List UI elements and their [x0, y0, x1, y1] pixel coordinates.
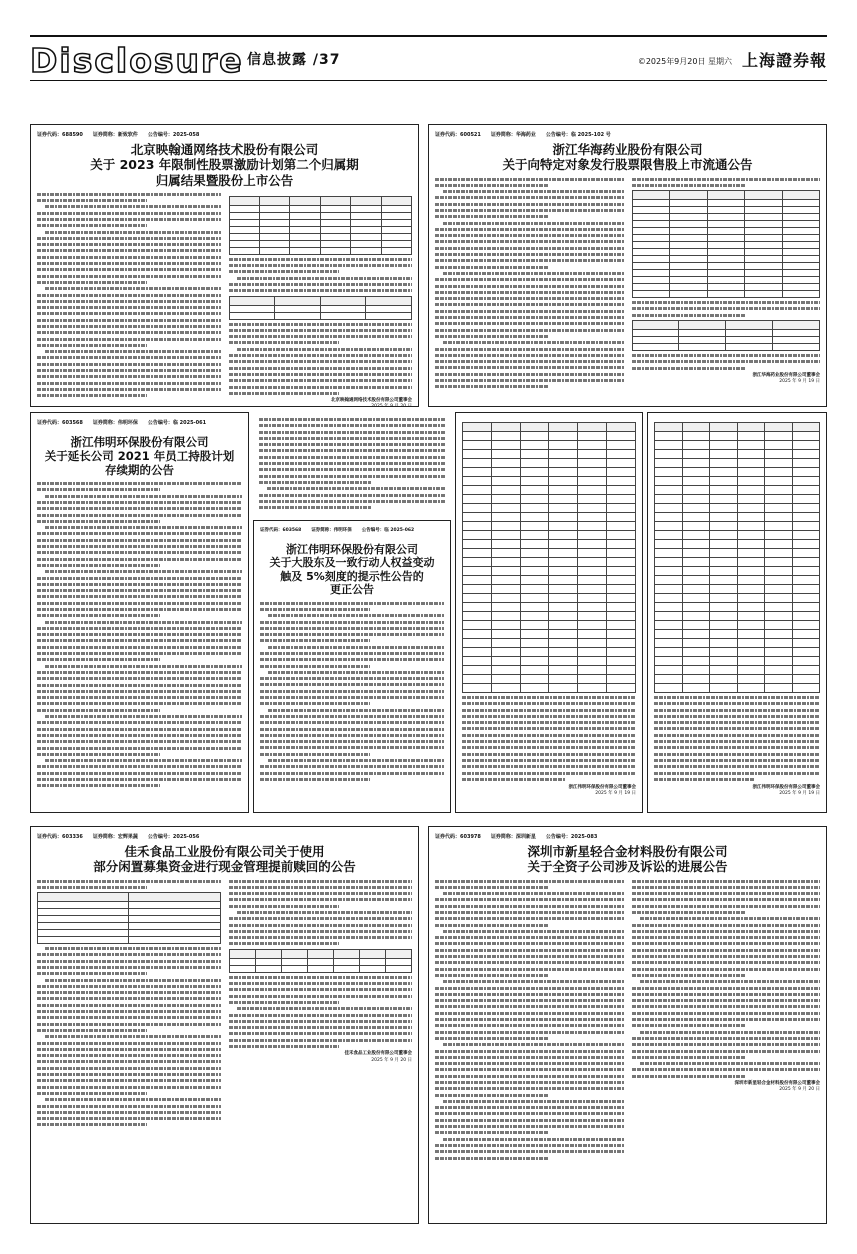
share-change-table	[229, 296, 413, 320]
notice-sign-date: 2025 年 9 月 19 日	[779, 791, 820, 797]
masthead-bottom-rule	[30, 80, 827, 81]
section-title: 信息披露 /37	[247, 52, 341, 68]
notice-signer: 浙江伟明环保股份有限公司董事会	[568, 785, 636, 791]
notice-codes: 证券代码：603978 证券简称：深圳新星 公告编号：2025-083	[435, 834, 598, 840]
notice-signer: 浙江华海药业股份有限公司董事会	[752, 372, 820, 378]
notice-codes: 证券代码：688590 证券简称：新致软件 公告编号：2025-058	[37, 132, 200, 138]
notice-huahai	[428, 124, 827, 407]
notice-title: 深圳市新星轻合金材料股份有限公司 关于全资子公司涉及诉讼的进展公告	[527, 844, 728, 875]
equity-change-table	[462, 422, 636, 693]
brand-wordmark: Disclosure	[30, 41, 244, 80]
notice-weiming-correction	[253, 520, 451, 813]
notice-jiahe	[30, 826, 419, 1224]
notice-codes: 证券代码：603568 证券简称：伟明环保 公告编号：临 2025-061	[37, 420, 207, 426]
notice-sign-date: 2025 年 9 月 19 日	[595, 791, 636, 797]
redemption-table	[37, 892, 221, 944]
notice-codes: 证券代码：600521 证券简称：华海药业 公告编号：临 2025-102 号	[435, 132, 611, 138]
notice-yinghantong	[30, 124, 419, 407]
notice-title: 浙江伟明环保股份有限公司 关于大股东及一致行动人权益变动 触及 5%刻度的提示性公告的 更正公告	[269, 543, 435, 597]
notice-body	[37, 193, 412, 407]
notice-sign-date: 2025 年 9 月 19 日	[779, 379, 820, 385]
notice-equity-table-b	[647, 412, 827, 813]
notice-body	[260, 602, 444, 781]
newspaper-name: 上海證券報	[741, 51, 827, 70]
notice-signer: 浙江伟明环保股份有限公司董事会	[752, 785, 820, 791]
notice-body	[37, 880, 412, 1130]
notice-weiming-esop	[30, 412, 249, 813]
share-structure-table	[632, 320, 821, 351]
issue-date: ©2025年9月20日 星期六	[637, 57, 732, 66]
notice-signer: 深圳市新星轻合金材料股份有限公司董事会	[734, 1081, 820, 1086]
masthead-top-rule	[30, 35, 827, 37]
notice-sign-date: 2025 年 9 月 20 日	[371, 404, 412, 407]
notice-title: 北京映翰通网络技术股份有限公司 关于 2023 年限制性股票激励计划第二个归属期 归属结果暨股份上市公告	[90, 142, 359, 188]
notice-title: 佳禾食品工业股份有限公司关于使用 部分闲置募集资金进行现金管理提前赎回的公告	[93, 844, 356, 875]
notice-body	[37, 482, 242, 787]
equity-change-table	[654, 422, 820, 693]
notice-body	[435, 178, 820, 392]
restricted-share-table	[632, 190, 821, 298]
notice-equity-table-a	[455, 412, 643, 813]
notice-codes: 证券代码：603568 证券简称：伟明环保 公告编号：临 2025-062	[260, 528, 415, 533]
notice-title: 浙江伟明环保股份有限公司 关于延长公司 2021 年员工持股计划 存续期的公告	[44, 435, 235, 478]
notice-sign-date: 2025 年 9 月 20 日	[779, 1087, 820, 1093]
notice-signer: 佳禾食品工业股份有限公司董事会	[344, 1051, 412, 1057]
notice-sign-date: 2025 年 9 月 20 日	[371, 1057, 412, 1063]
notice-codes: 证券代码：603336 证券简称：宏辉果蔬 公告编号：2025-056	[37, 834, 200, 840]
notice-signer: 北京映翰通网络技术股份有限公司董事会	[331, 398, 412, 404]
grant-table	[229, 196, 413, 255]
wealth-product-table	[229, 949, 413, 973]
notice-weiming-continued	[253, 412, 451, 517]
notice-shenzhen-xinxing	[428, 826, 827, 1224]
notice-body	[435, 880, 820, 1163]
notice-title: 浙江华海药业股份有限公司 关于向特定对象发行股票限售股上市流通公告	[502, 142, 753, 173]
